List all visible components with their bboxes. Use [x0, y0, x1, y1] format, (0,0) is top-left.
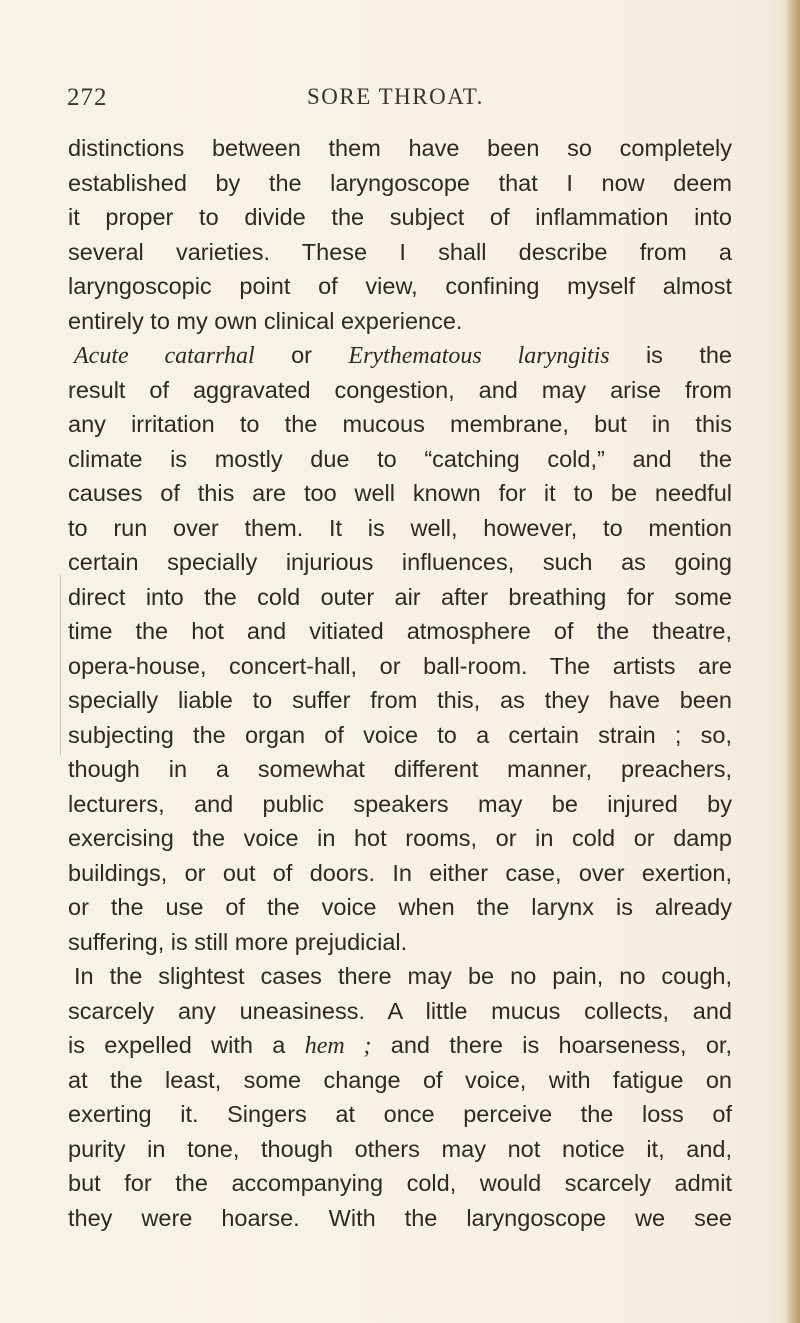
- text-line: though in a somewhat different manner, preachers,: [68, 756, 732, 782]
- text-line: [68, 1028, 732, 1063]
- text-fragment: and there is hoarseness, or,: [371, 1032, 732, 1058]
- running-head: SORE THROAT.: [307, 84, 484, 109]
- text-line: buildings, or out of doors. In either case, over exertion,: [68, 859, 732, 886]
- text-line: certain specially injurious influences, such as going: [68, 549, 732, 575]
- body-text: [68, 131, 732, 1235]
- italic-term: Acute catarrhal: [74, 343, 255, 369]
- text-line: direct into the cold outer air after breathing for some: [68, 583, 732, 610]
- text-line: time the hot and vitiated atmosphere of the theatre,: [68, 618, 732, 644]
- text-line: [68, 338, 732, 373]
- text-line: purity in tone, though others may not notice it, and,: [68, 1135, 732, 1162]
- text-line: specially liable to suffer from this, as they have been: [68, 687, 732, 713]
- text-line: laryngoscopic point of view, confining myself almost: [68, 273, 732, 299]
- text-line: several varieties. These I shall describe from a: [68, 238, 732, 265]
- italic-term: hem ;: [304, 1033, 372, 1059]
- text-fragment: is expelled with a: [68, 1032, 305, 1058]
- text-line: suffering, is still more prejudicial.: [68, 928, 408, 955]
- text-line: established by the laryngoscope that I now deem: [68, 169, 732, 196]
- text-line: any irritation to the mucous membrane, but in this: [68, 411, 732, 437]
- italic-term: Erythematous laryngitis: [348, 343, 610, 369]
- text-line: exercising the voice in hot rooms, or in cold or damp: [68, 825, 732, 851]
- page-number: 272: [67, 84, 108, 111]
- text-fragment: or: [254, 342, 349, 368]
- text-line: In the slightest cases there may be no pain, no cough,: [74, 963, 732, 989]
- text-fragment: is the: [609, 342, 732, 368]
- margin-mark: [60, 575, 61, 755]
- text-line: causes of this are too well known for it to be needful: [68, 480, 732, 506]
- text-line: but for the accompanying cold, would scarcely admit: [68, 1170, 732, 1196]
- text-line: opera-house, concert-hall, or ball-room. The artists are: [68, 652, 732, 679]
- text-line: scarcely any uneasiness. A little mucus collects, and: [68, 997, 732, 1024]
- text-line: or the use of the voice when the larynx is already: [68, 894, 732, 920]
- text-line: distinctions between them have been so completely: [68, 135, 732, 161]
- page-header: [67, 84, 732, 118]
- text-line: result of aggravated congestion, and may arise from: [68, 376, 732, 403]
- page-edge: [786, 0, 800, 1323]
- text-line: entirely to my own clinical experience.: [68, 307, 463, 334]
- text-line: it proper to divide the subject of inflammation into: [68, 204, 732, 230]
- text-line: at the least, some change of voice, with fatigue on: [68, 1066, 732, 1093]
- text-line: they were hoarse. With the laryngoscope we see: [68, 1204, 732, 1231]
- text-line: to run over them. It is well, however, to mention: [68, 514, 732, 541]
- text-line: subjecting the organ of voice to a certain strain ; so,: [68, 721, 732, 748]
- text-line: lecturers, and public speakers may be injured by: [68, 790, 732, 817]
- text-line: exerting it. Singers at once perceive the loss of: [68, 1101, 732, 1127]
- text-line: climate is mostly due to “catching cold,” and the: [68, 445, 732, 472]
